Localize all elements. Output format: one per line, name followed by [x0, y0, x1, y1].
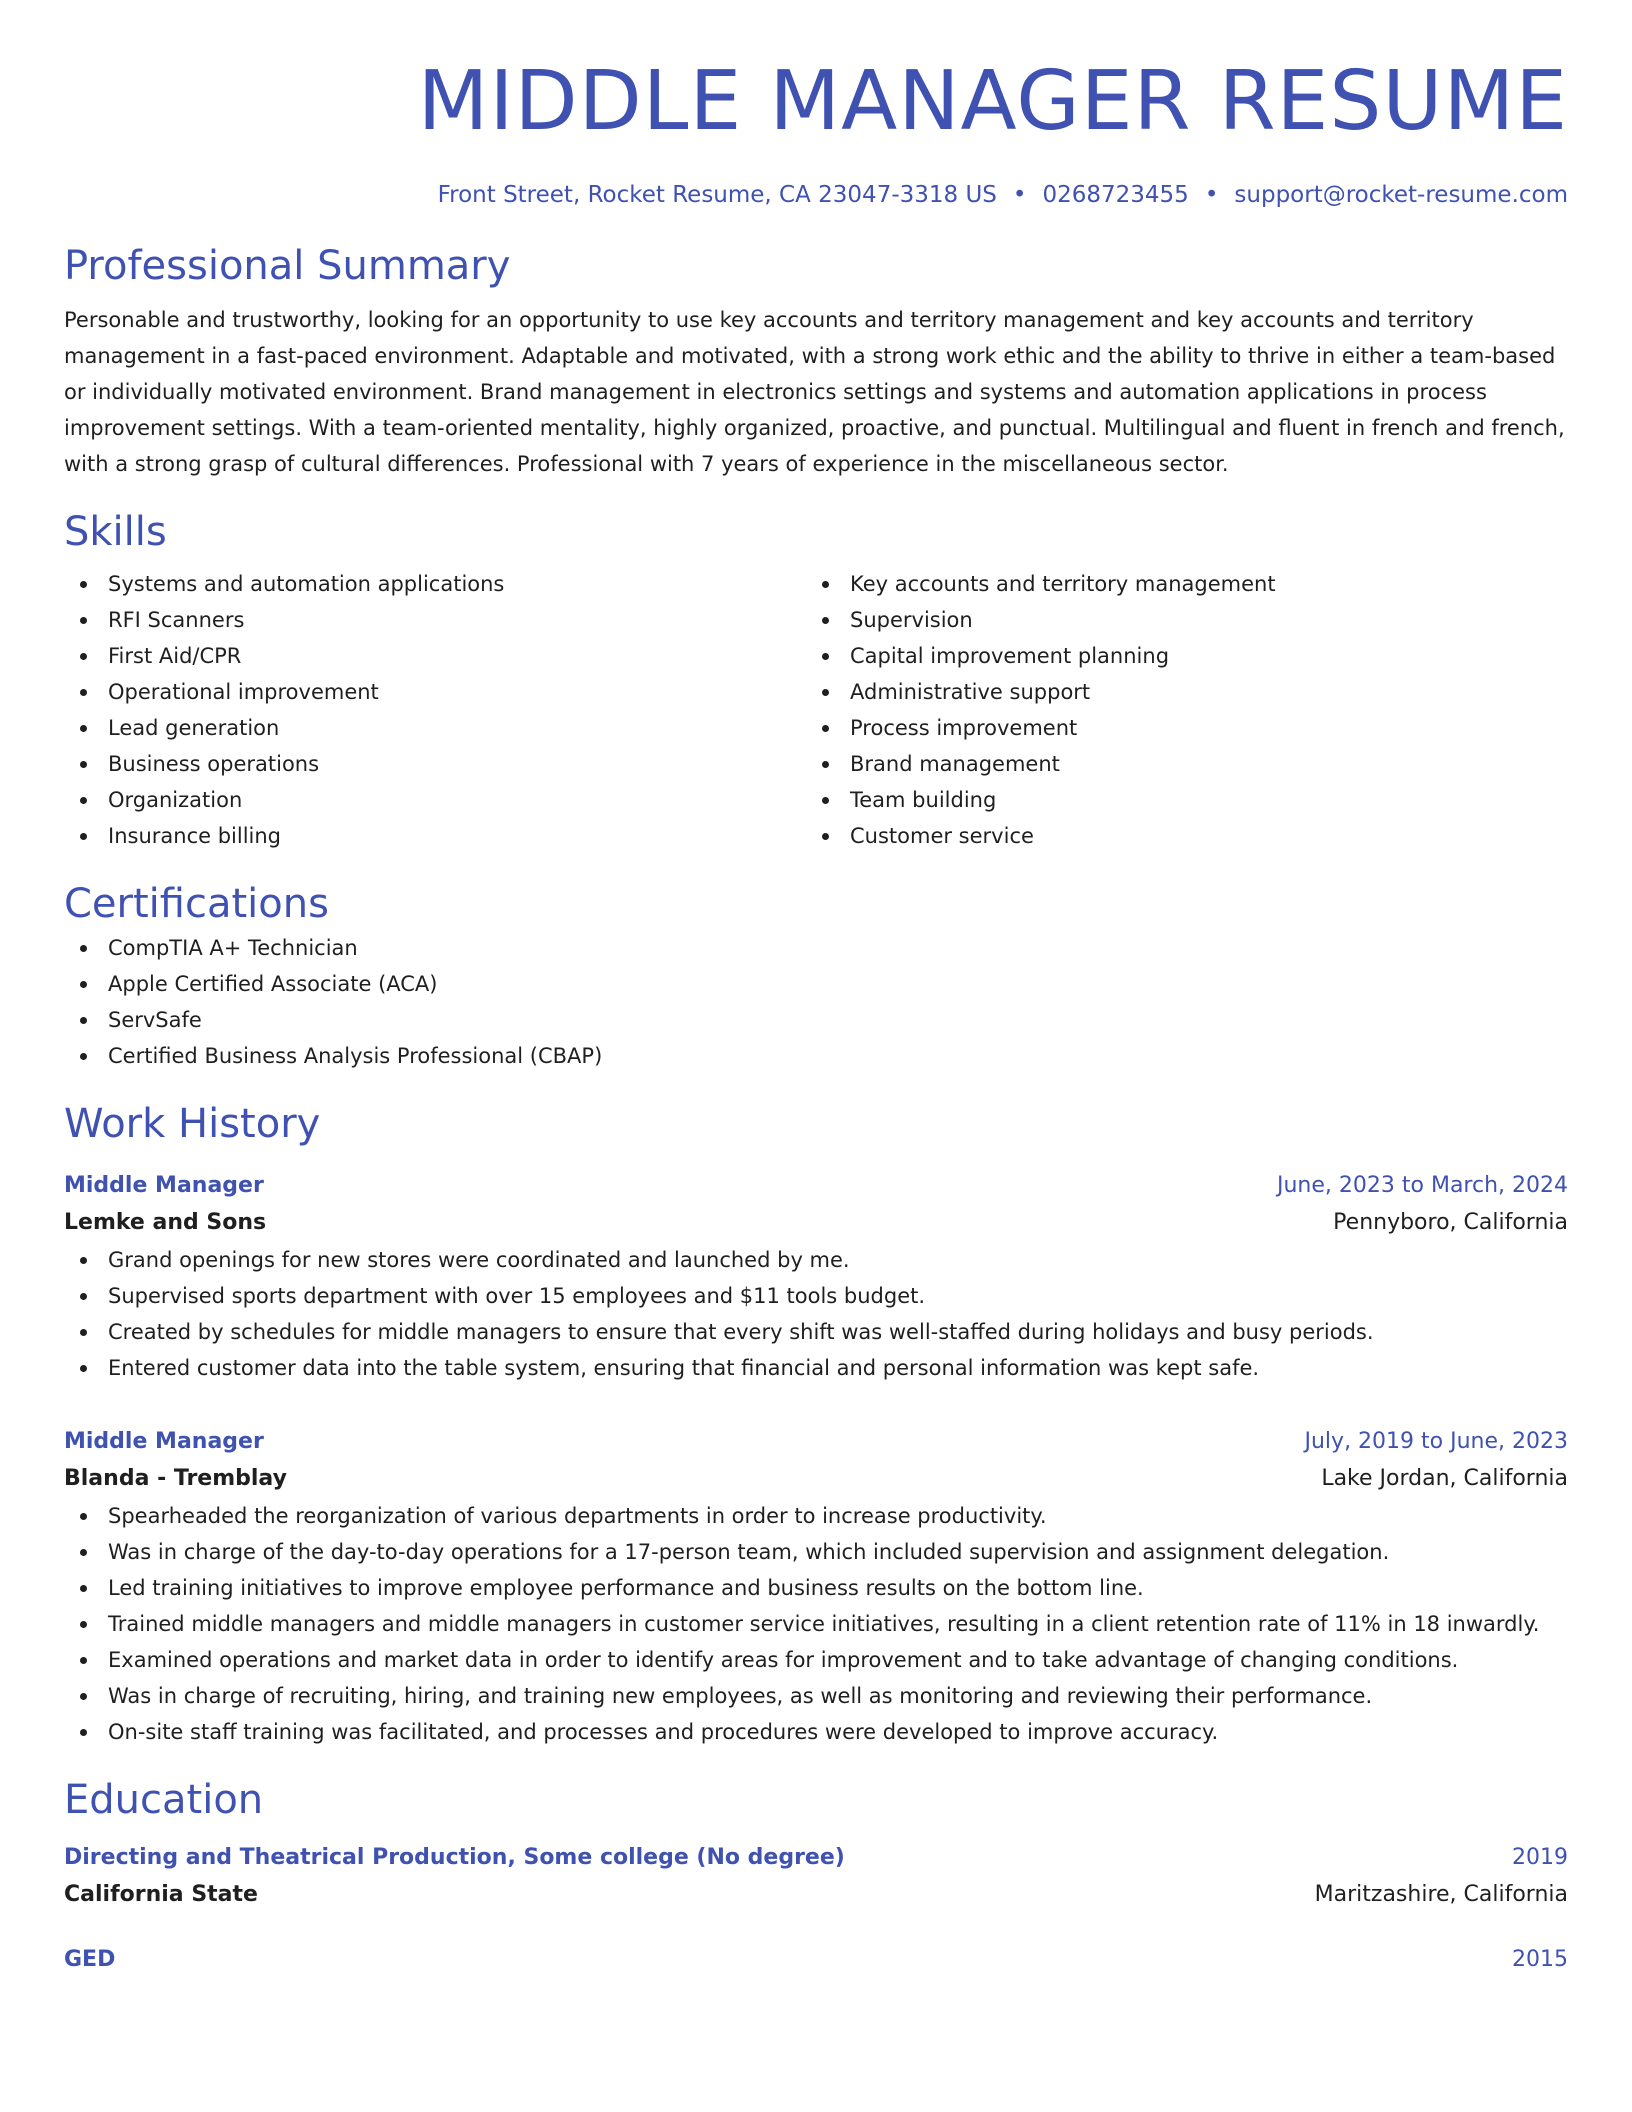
skills-heading: Skills	[64, 509, 167, 555]
certifications-heading: Certifications	[64, 881, 329, 927]
certification-item: Apple Certified Associate (ACA)	[64, 966, 1568, 1002]
job-dates: June, 2023 to March, 2024	[1277, 1173, 1568, 1198]
job-bullet: Grand openings for new stores were coordinated and launched by me.	[64, 1242, 1568, 1278]
job-bullet: Supervised sports department with over 15 employees and $11 tools budget.	[64, 1278, 1568, 1314]
skill-item: Key accounts and territory management	[806, 566, 1548, 602]
certifications-list	[64, 930, 1568, 1074]
certification-item: CompTIA A+ Technician	[64, 930, 1568, 966]
job-bullet: Was in charge of recruiting, hiring, and training new employees, as well as monitoring and reviewing their performance.	[64, 1678, 1568, 1714]
skill-item: Team building	[806, 782, 1548, 818]
job-bullets	[64, 1498, 1568, 1750]
skills-grid	[64, 566, 1568, 854]
education-school: California State	[64, 1882, 258, 1907]
education-year: 2019	[1512, 1845, 1568, 1870]
summary-text: Personable and trustworthy, looking for an opportunity to use key accounts and territory management and key accounts and territory management in a fast-paced environment. Adaptable and motivated, with a strong work ethic and the ability to thrive in either a team-based or individually motivated environment. Brand management in electronics settings and systems and automation applications in process improvement settings. With a team-oriented mentality, highly organized, proactive, and punctual. Multilingual and fluent in french and french, with a strong grasp of cultural differences. Professional with 7 years of experience in the miscellaneous sector.	[64, 308, 1565, 476]
contact-line	[64, 180, 1568, 210]
job-bullet: Examined operations and market data in order to identify areas for improvement and to take advantage of changing conditions.	[64, 1642, 1568, 1678]
job-bullet: Entered customer data into the table system, ensuring that financial and personal information was kept safe.	[64, 1350, 1568, 1386]
job-bullet: Created by schedules for middle managers to ensure that every shift was well-staffed during holidays and busy periods.	[64, 1314, 1568, 1350]
job-bullet: Spearheaded the reorganization of various departments in order to increase productivity.	[64, 1498, 1568, 1534]
job-entry	[64, 1168, 1568, 1386]
education-location: Maritzashire, California	[1314, 1882, 1568, 1907]
contact-email[interactable]: support@rocket-resume.com	[1234, 182, 1568, 208]
skill-item: First Aid/CPR	[64, 638, 806, 674]
job-company: Blanda - Tremblay	[64, 1466, 287, 1491]
certification-item: Certified Business Analysis Professional (CBAP)	[64, 1038, 1568, 1074]
skill-item: Capital improvement planning	[806, 638, 1548, 674]
job-bullets	[64, 1242, 1568, 1386]
education-entry	[64, 1840, 1568, 1914]
skill-item: Brand management	[806, 746, 1548, 782]
skill-item: Supervision	[806, 602, 1548, 638]
education-year: 2015	[1512, 1947, 1568, 1972]
job-location: Pennyboro, California	[1333, 1210, 1568, 1235]
contact-separator: •	[1204, 182, 1219, 208]
skill-item: RFI Scanners	[64, 602, 806, 638]
skill-item: Customer service	[806, 818, 1548, 854]
job-bullet: Trained middle managers and middle managers in customer service initiatives, resulting in a client retention rate of 11% in 18 inwardly.	[64, 1606, 1568, 1642]
skill-item: Systems and automation applications	[64, 566, 806, 602]
work-history-heading: Work History	[64, 1101, 321, 1147]
skills-column-right	[806, 566, 1548, 854]
contact-address: Front Street, Rocket Resume, CA 23047-3318 US	[437, 182, 997, 208]
summary-heading: Professional Summary	[64, 243, 511, 289]
job-bullet: Was in charge of the day-to-day operations for a 17-person team, which included supervision and assignment delegation.	[64, 1534, 1568, 1570]
education-degree: Directing and Theatrical Production, Some college (No degree)	[64, 1845, 845, 1870]
job-role: Middle Manager	[64, 1429, 264, 1454]
job-bullet: On-site staff training was facilitated, and processes and procedures were developed to improve accuracy.	[64, 1714, 1568, 1750]
skills-column-left	[64, 566, 806, 854]
skill-item: Operational improvement	[64, 674, 806, 710]
certification-item: ServSafe	[64, 1002, 1568, 1038]
job-company: Lemke and Sons	[64, 1210, 267, 1235]
skill-item: Organization	[64, 782, 806, 818]
skill-item: Lead generation	[64, 710, 806, 746]
job-role: Middle Manager	[64, 1173, 264, 1198]
skill-item: Administrative support	[806, 674, 1548, 710]
contact-separator: •	[1012, 182, 1027, 208]
education-degree: GED	[64, 1947, 116, 1972]
resume-header	[64, 0, 1568, 210]
education-heading: Education	[64, 1777, 264, 1823]
skill-item: Process improvement	[806, 710, 1548, 746]
job-bullet: Led training initiatives to improve employee performance and business results on the bottom line.	[64, 1570, 1568, 1606]
resume-title: MIDDLE MANAGER RESUME	[417, 54, 1568, 149]
education-entry	[64, 1942, 1568, 1978]
skill-item: Insurance billing	[64, 818, 806, 854]
job-entry	[64, 1424, 1568, 1750]
skill-item: Business operations	[64, 746, 806, 782]
job-dates: July, 2019 to June, 2023	[1304, 1429, 1568, 1454]
job-location: Lake Jordan, California	[1321, 1466, 1568, 1491]
contact-phone: 0268723455	[1042, 182, 1189, 208]
